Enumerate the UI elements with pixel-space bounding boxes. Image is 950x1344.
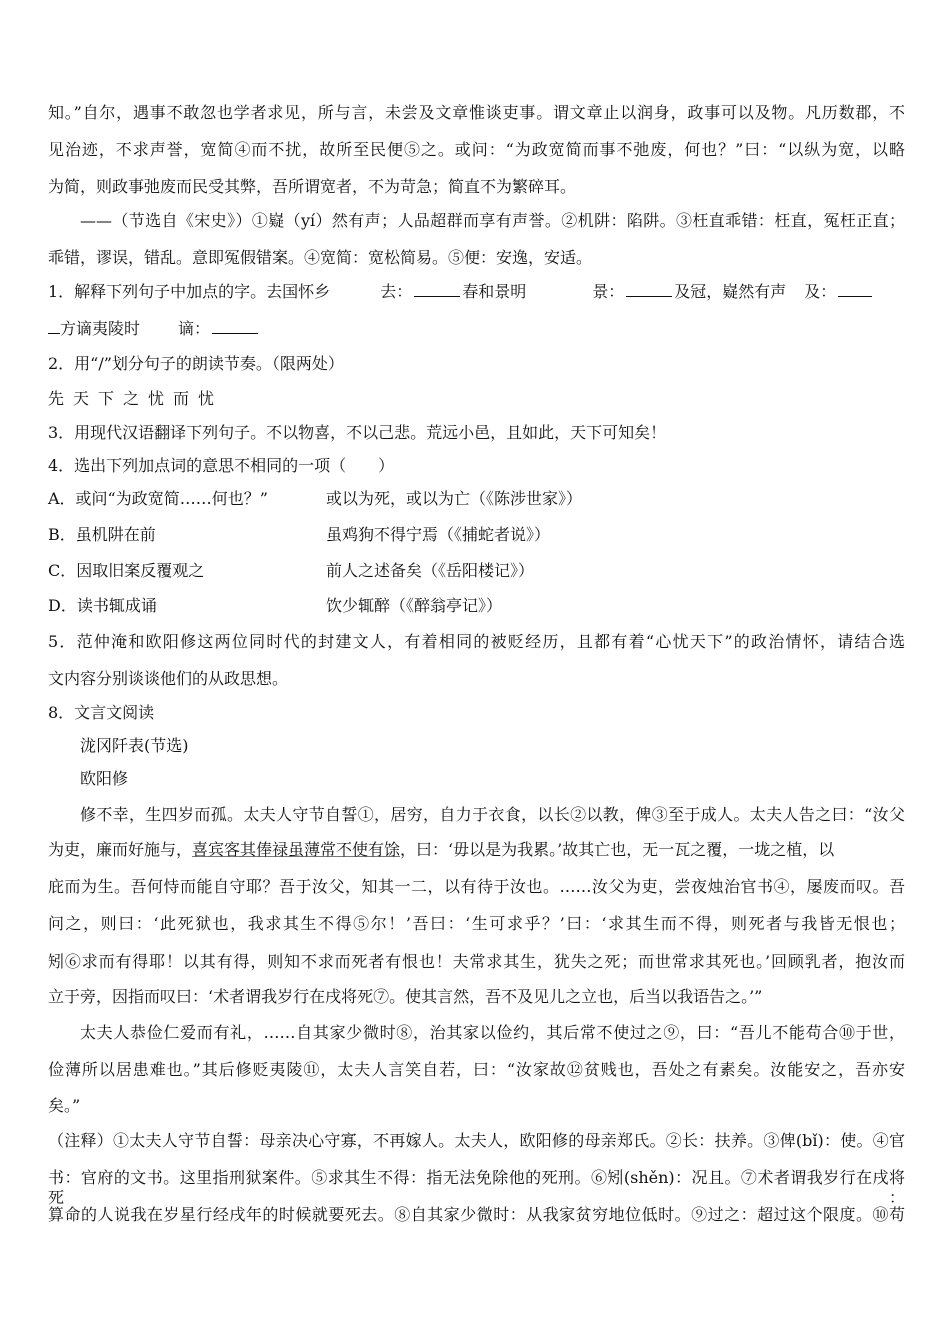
answer-blank[interactable] [212, 319, 258, 334]
annotation-line: （注释）①太夫人守节自誓：母亲决心守寡，不再嫁人。太夫人，欧阳修的母亲郑氏。②长：扶养。③俾(bǐ)：使。④官 [48, 1131, 905, 1150]
question-3: 3．用现代汉语翻译下列句子。不以物喜，不以己悲。荒远小邑，且如此，天下可知矣！ [48, 423, 667, 442]
passage-line: 知。”自尔，遇事不敢忽也学者求见，所与言，未尝及文章惟谈吏事。谓文章止以润身，政事可以及物。凡历数郡，不 [48, 103, 905, 122]
answer-blank[interactable] [626, 282, 672, 297]
question-2: 2．用“/”划分句子的朗读节奏。（限两处） [48, 354, 344, 373]
question-5: 5．范仲淹和欧阳修这两位同时代的封建文人，有着相同的被贬经历，且都有着“心忧天下”的政治情怀，请结合选 [48, 632, 905, 651]
passage-line: 俭薄所以居患难也。”其后修贬夷陵⑪，太夫人言笑自若，曰：“汝家故⑫贫贱也，吾处之有素矣。汝能安之，吾亦安 [48, 1060, 905, 1079]
passage-line: 问之，则曰：‘此死狱也，我求其生不得⑤尔！’吾曰：‘生可求乎？’曰：‘求其生而不得，则死者与我皆无恨也； [48, 914, 905, 933]
answer-blank[interactable] [48, 319, 60, 334]
passage-line: 修不幸，生四岁而孤。太夫人守节自誓①，居穷，自力于衣食，以长②以教，俾③至于成人。太夫人告之曰：“汝父 [80, 805, 905, 824]
q1-sentence: 及冠，嶷然有声 [674, 282, 787, 301]
answer-blank[interactable] [838, 282, 872, 297]
passage-note: 乖错，谬误，错乱。意即冤假错案。④宽简：宽松简易。⑤便：安逸，安适。 [48, 248, 593, 267]
q1-label: 谪： [178, 319, 211, 338]
question-8-heading: 8．文言文阅读 [48, 703, 155, 722]
passage-line: 为简，则政事弛废而民受其弊，吾所谓宽者，不为苛急；简直不为繁碎耳。 [48, 177, 577, 196]
passage-line: 太夫人恭俭仁爱而有礼，……自其家少微时⑧，治其家以俭约，其后常不使过之⑨，曰：“吾儿不能苟合⑩于世， [80, 1023, 905, 1042]
question-4: 4．选出下列加点词的意思不相同的一项（ ） [48, 456, 395, 475]
q1-sentence: 方谪夷陵时 [60, 319, 141, 338]
option-c[interactable]: C．因取旧案反覆观之 前人之述备矣（《岳阳楼记》） [48, 561, 535, 580]
option-a[interactable]: A．或问“为政宽简……何也？” 或以为死，或以为亡（《陈涉世家》） [48, 489, 583, 508]
passage-line: 为吏，廉而好施与，喜宾客其俸禄虽薄常不使有馀，曰：‘毋以是为我累。’故其亡也，无一瓦之覆，一垅之植，以 [48, 840, 835, 859]
passage-line: 见治迹，不求声誉，宽简④而不扰，故所至民便⑤之。或问：“为政宽简而事不弛废，何也？”曰：“以纵为宽，以略 [48, 140, 905, 159]
question-5-cont: 文内容分别谈谈他们的从政思想。 [48, 669, 289, 688]
q1-label: 及： [804, 282, 837, 301]
q1-label: 去： [380, 282, 413, 301]
q1-text: 1．解释下列句子中加点的字。去国怀乡 [48, 282, 331, 301]
underlined-sentence: 喜宾客其俸禄虽薄常不使有馀 [192, 840, 401, 859]
q1-sentence: 春和景明 [462, 282, 527, 301]
q2-sentence: 先天下之忧而忧 [48, 389, 224, 408]
annotation-line: 算命的人说我在岁星行经戌年的时候就要死去。⑧自其家少微时：从我家贫穷地位低时。⑨过之：超过这个限度。⑩苟 [48, 1205, 905, 1224]
passage-author: 欧阳修 [80, 769, 129, 788]
passage-line: 庇而为生。吾何恃而能自守耶？吾于汝父，知其一二，以有待于汝也。……汝父为吏，尝夜烛治官书④，屡废而叹。吾 [48, 877, 905, 896]
passage-line: 矣。” [48, 1096, 81, 1115]
passage-title: 泷冈阡表(节选) [80, 736, 189, 755]
q1-label: 景： [592, 282, 625, 301]
passage-line: 立于旁，因指而叹曰：‘术者谓我岁行在戌将死⑦。使其言然，吾不及见儿之立也，后当以我语告之。’” [48, 987, 763, 1006]
option-d[interactable]: D．读书辄成诵 饮少辄醉（《醉翁亭记》） [48, 596, 503, 615]
passage-note: ——（节选自《宋史》）①嶷（yí）然有声；人品超群而享有声誉。②机阱：陷阱。③枉直乖错：枉直，冤枉正直； [80, 211, 905, 230]
passage-line: 矧⑥求而有得耶！以其有得，则知不求而死者有恨也！夫常求其生，犹失之死；而世常求其死也。’回顾乳者，抱汝而 [48, 952, 905, 971]
answer-blank[interactable] [414, 282, 460, 297]
annotation-line: 书：官府的文书。这里指刑狱案件。⑤求其生不得：指无法免除他的死刑。⑥矧(shěn)：况且。⑦术者谓我岁行在戌将死： [48, 1168, 905, 1207]
option-b[interactable]: B．虽机阱在前 虽鸡狗不得宁焉（《捕蛇者说》） [48, 525, 551, 544]
